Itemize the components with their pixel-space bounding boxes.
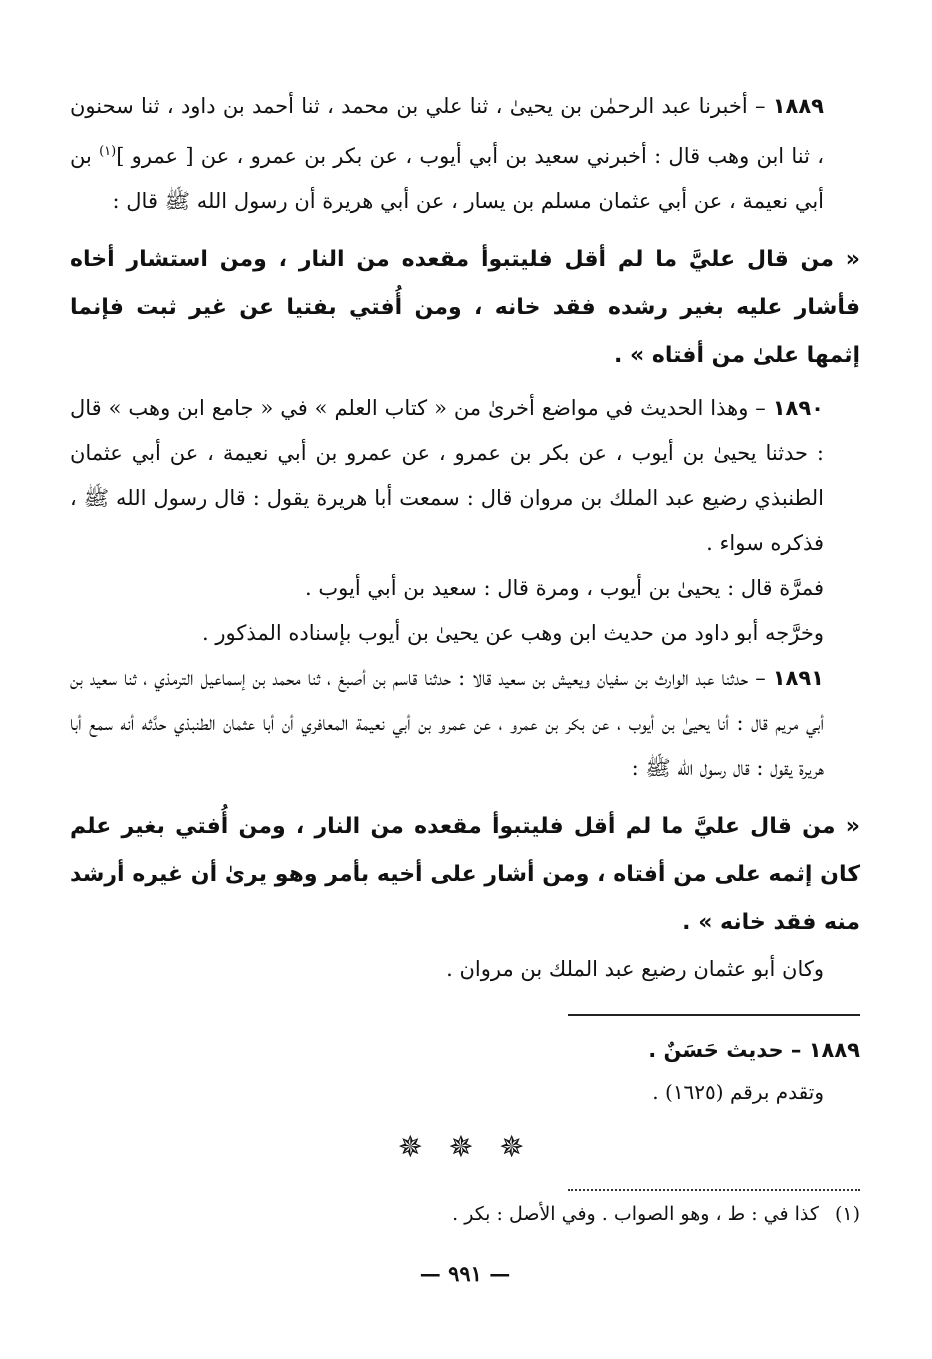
hadith-number: ١٨٩٠ xyxy=(772,396,824,420)
paragraph-1890 xyxy=(70,386,860,566)
hadith-matn-1: « من قال عليَّ ما لم أقل فليتبوأ مقعده من النار ، ومن استشار أخاه فأشار عليه بغير رشده فقد خانه ، ومن أُفتي بفتيا عن غير ثبت فإنما إثمها علىٰ من أفتاه » . xyxy=(70,247,860,368)
note-line-kana: وكان أبو عثمان رضيع عبد الملك بن مروان . xyxy=(446,957,824,981)
notes-divider xyxy=(568,1014,860,1016)
hadith-number: ١٨٩١ xyxy=(772,666,824,690)
hadith-number: ١٨٨٩ xyxy=(772,94,824,118)
isnad-text: – حدثنا عبد الوارث بن سفيان ويعيش بن سعيد قالا : حدثنا قاسم بن أصبغ ، ثنا محمد بن إسماعيل الترمذي ، ثنا سعيد بن أبي مريم قال : أنا يحيىٰ بن أيوب ، عن بكر بن عمرو ، عن عمرو بن أبي نعيمة المعافري أن أبا عثمان الطنبذي حدَّثه أنه سمع أبا هريرة يقول : قال رسول الله ﷺ : xyxy=(70,666,824,780)
star-ornament-icon: ✵ ✵ ✵ xyxy=(397,1130,533,1165)
footnote-marker[interactable]: (١) xyxy=(99,144,117,159)
isnad-text-continued: بن أبي نعيمة ، عن أبي عثمان مسلم بن يسار ، عن أبي هريرة أن رسول الله ﷺ قال : xyxy=(70,144,824,213)
isnad-text: – وهذا الحديث في مواضع أخرىٰ من « كتاب العلم » في « جامع ابن وهب » قال : حدثنا يحيىٰ بن أيوب ، عن بكر بن عمرو ، عن عمرو بن أبي نعيمة ، عن أبي عثمان الطنبذي رضيع عبد الملك بن مروان قال : سمعت أبا هريرة يقول : قال رسول الله ﷺ ، فذكره سواء . xyxy=(70,396,824,555)
hadith-matn-2: « من قال عليَّ ما لم أقل فليتبوأ مقعده من النار ، ومن أُفتي بغير علم كان إثمه على من أفتاه ، ومن أشار على أخيه بأمر وهو يرىٰ أن غيره أرشد منه فقد خانه » . xyxy=(70,814,860,935)
paragraph-1891 xyxy=(70,656,860,791)
takhrij-title: ١٨٨٩ – حديث حَسَنٌ . xyxy=(648,1038,860,1062)
footnote-text: كذا في : ط ، وهو الصواب . وفي الأصل : بكر . xyxy=(452,1203,819,1225)
note-line-famarra: فمرَّة قال : يحيىٰ بن أيوب ، ومرة قال : سعيد بن أبي أيوب . xyxy=(305,576,824,600)
footnote-number: (١) xyxy=(834,1203,860,1225)
takhrij-text: وتقدم برقم (١٦٢٥) . xyxy=(652,1080,824,1104)
note-line-kharraja: وخرَّجه أبو داود من حديث ابن وهب عن يحيىٰ بن أيوب بإسناده المذكور . xyxy=(201,621,824,645)
isnad-text: – أخبرنا عبد الرحمٰن بن يحيىٰ ، ثنا علي بن محمد ، ثنا أحمد بن داود ، ثنا سحنون ، ثنا ابن وهب قال : أخبرني سعيد بن أبي أيوب ، عن بكر بن عمرو ، عن [ عمرو ] xyxy=(70,94,824,168)
footnote xyxy=(70,1203,860,1225)
footnote-divider xyxy=(568,1189,860,1191)
page-number: — ٩٩١ — xyxy=(419,1261,511,1286)
paragraph-1889 xyxy=(70,84,860,224)
page-body xyxy=(70,84,860,1286)
